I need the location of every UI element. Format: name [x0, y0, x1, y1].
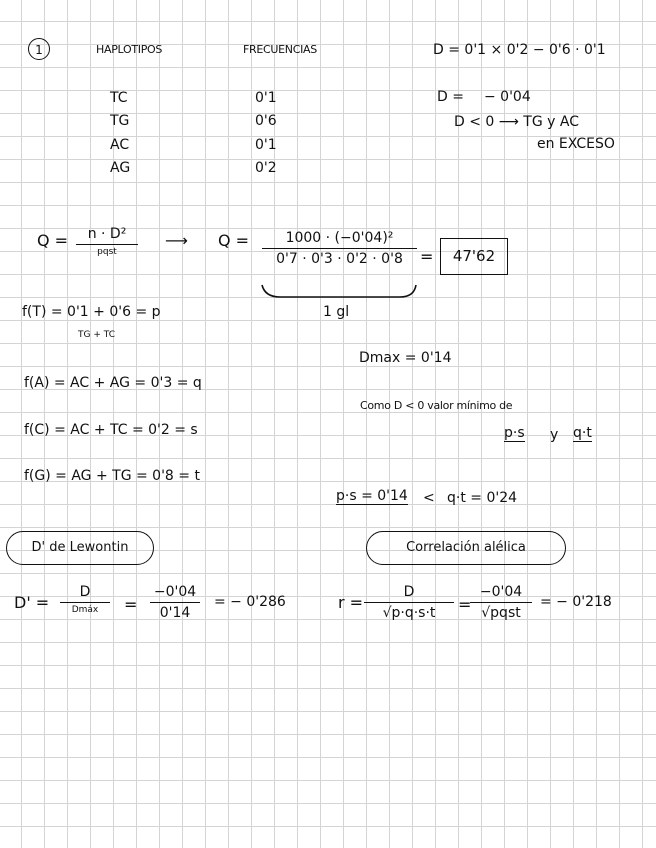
less-than-sign: < — [423, 490, 435, 506]
r-calc-denominator: √pqst — [481, 605, 521, 621]
dmax-note-conjunction: y — [550, 427, 559, 443]
haplotype-freq-3: 0'1 — [255, 137, 277, 153]
d-prime-calc-numerator: −0'04 — [153, 584, 197, 600]
d-prime-equals: = — [124, 595, 138, 614]
haplotype-name-2: TG — [110, 113, 130, 129]
d-value: − 0'04 — [484, 89, 531, 105]
qt-comparison: q·t = 0'24 — [447, 490, 518, 506]
q-lhs-2: Q = — [218, 231, 250, 250]
r-result: = − 0'218 — [540, 594, 612, 610]
d-prime-numerator: D — [79, 584, 91, 600]
dmax-value: Dmax = 0'14 — [359, 350, 452, 366]
problem-number: 1 — [28, 38, 50, 60]
haplotype-name-3: AC — [110, 137, 130, 153]
freq-t: f(T) = 0'1 + 0'6 = p — [22, 304, 161, 320]
q-formula-numerator: n · D² — [87, 226, 127, 242]
haplotype-name-1: TC — [110, 90, 128, 106]
freq-t-sources: TG + TC — [78, 330, 115, 340]
product-ps: p·s — [504, 425, 525, 441]
freq-g: f(G) = AG + TG = 0'8 = t — [24, 468, 200, 484]
r-equals: = — [458, 595, 472, 614]
q-result-box: 47'62 — [440, 238, 508, 275]
excess-note: en EXCESO — [537, 136, 615, 152]
d-formula: D = 0'1 × 0'2 − 0'6 · 0'1 — [433, 42, 606, 58]
r-denominator: √p·q·s·t — [382, 605, 436, 621]
q-formula-denominator: pqst — [97, 247, 117, 257]
freq-c: f(C) = AC + TC = 0'2 = s — [24, 422, 198, 438]
d-prime-calc-denominator: 0'14 — [159, 605, 191, 621]
q-lhs: Q = — [37, 231, 69, 250]
haplotypes-header: HAPLOTIPOS — [96, 43, 163, 56]
product-qt: q·t — [573, 425, 592, 441]
freq-a: f(A) = AC + AG = 0'3 = q — [24, 375, 202, 391]
haplotype-freq-2: 0'6 — [255, 113, 277, 129]
frequencies-header: FRECUENCIAS — [243, 43, 317, 56]
q-calc-numerator: 1000 · (−0'04)² — [285, 230, 394, 246]
q-arrow: ⟶ — [165, 231, 188, 250]
haplotype-freq-1: 0'1 — [255, 90, 277, 106]
q-calc-denominator: 0'7 · 0'3 · 0'2 · 0'8 — [276, 251, 403, 267]
d-prime-result: = − 0'286 — [214, 594, 286, 610]
haplotype-freq-4: 0'2 — [255, 160, 277, 176]
ps-comparison: p·s = 0'14 — [336, 488, 408, 504]
dmax-note: Como D < 0 valor mínimo de — [360, 399, 513, 412]
degrees-of-freedom: 1 gl — [323, 304, 350, 320]
denominator-brace — [262, 285, 416, 297]
haplotype-name-4: AG — [110, 160, 131, 176]
d-sign-conclusion: D < 0 ⟶ TG y AC — [454, 114, 579, 130]
r-lhs: r = — [338, 593, 364, 612]
d-prime-denominator: Dmáx — [71, 605, 99, 615]
q-equals: = — [420, 247, 434, 266]
lewontin-heading: D' de Lewontin — [6, 531, 154, 565]
correlation-heading: Correlación alélica — [366, 531, 566, 565]
r-numerator: D — [403, 584, 415, 600]
d-prime-lhs: D' = — [14, 593, 50, 612]
d-value-lhs: D = — [437, 89, 464, 105]
r-calc-numerator: −0'04 — [479, 584, 523, 600]
